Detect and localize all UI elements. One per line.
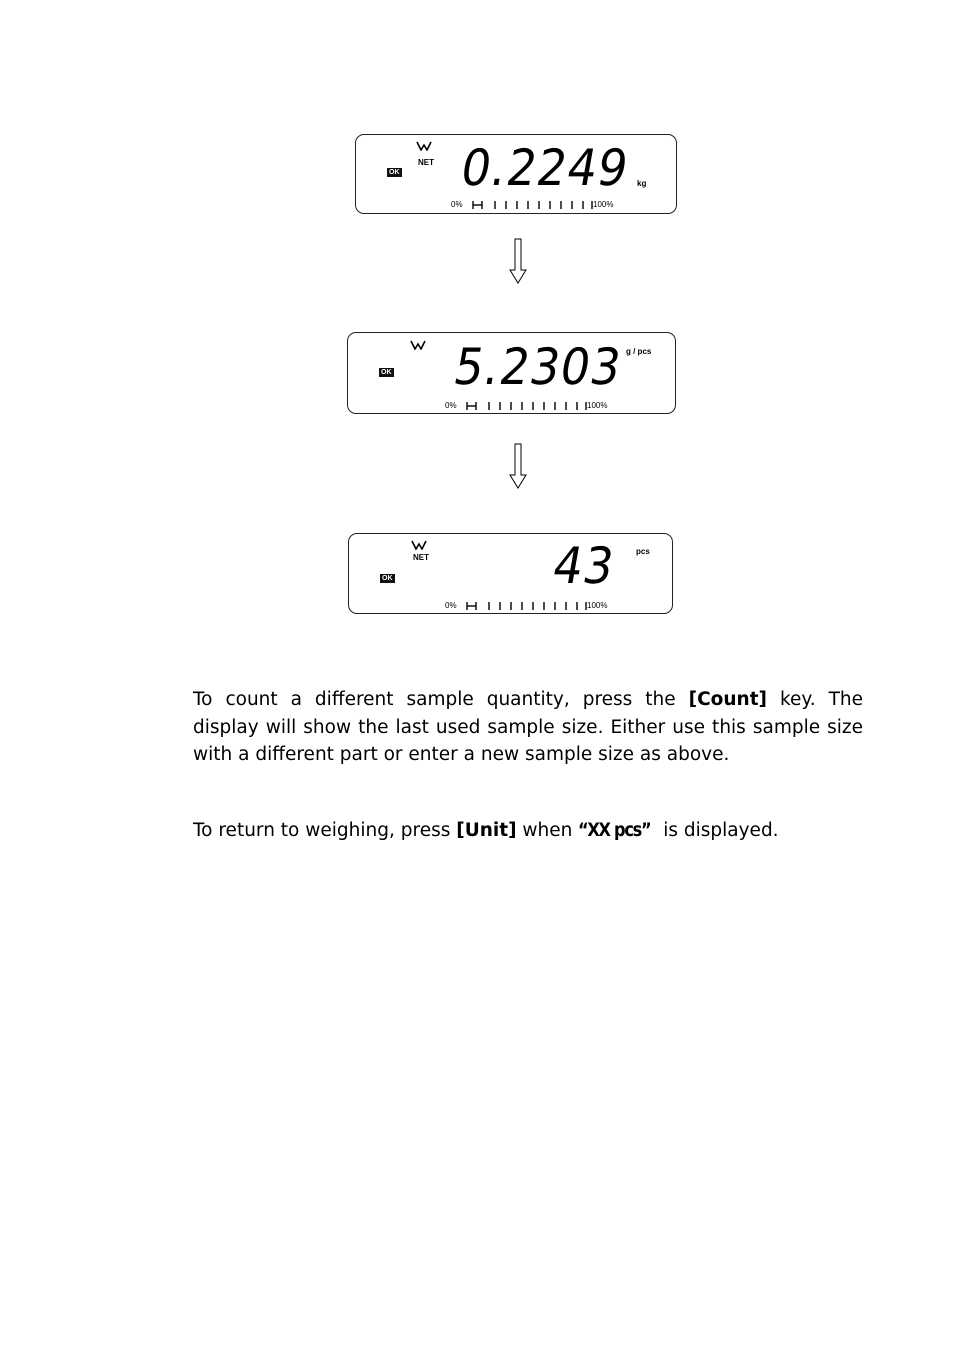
unit-weight-reading: 5.2303: [449, 338, 627, 396]
unit-label: pcs: [636, 547, 650, 556]
count-reading: 43: [548, 537, 620, 595]
ok-indicator: OK: [389, 169, 400, 176]
scale-display-count: [348, 533, 673, 614]
down-arrow-icon: [509, 443, 527, 489]
ok-indicator: OK: [381, 369, 392, 376]
paragraph-text: To return to weighing, press: [193, 820, 457, 841]
capacity-start-label: 0%: [451, 200, 463, 209]
weight-reading: 0.2249: [456, 139, 634, 197]
count-key-label: [Count]: [688, 689, 768, 710]
unit-label: g / pcs: [626, 347, 652, 356]
paragraph-text: is displayed.: [657, 820, 779, 841]
capacity-bar: [451, 200, 621, 210]
stable-icon: [411, 540, 427, 550]
display-text-label: “XX pcs”: [578, 819, 651, 841]
paragraph-text: key. The display will show the last used sample size. Either use this sample size with a different part or enter a new sample size as above.: [193, 689, 864, 765]
instruction-paragraph-unit: [193, 817, 863, 845]
unit-label: kg: [637, 179, 647, 188]
paragraph-text: To count a different sample quantity, press the: [193, 689, 689, 710]
instruction-paragraph-count: [193, 686, 863, 769]
ok-indicator: OK: [382, 575, 393, 582]
scale-display-unit-weight: [347, 332, 676, 414]
net-indicator: NET: [418, 158, 434, 167]
unit-key-label: [Unit]: [456, 820, 517, 841]
stable-icon: [410, 340, 426, 350]
capacity-start-label: 0%: [445, 401, 457, 410]
capacity-end-label: 100%: [587, 401, 608, 410]
stable-icon: [416, 141, 432, 151]
scale-display-weight: [355, 134, 677, 214]
capacity-ticks: [472, 200, 594, 210]
capacity-start-label: 0%: [445, 601, 457, 610]
capacity-end-label: 100%: [587, 601, 608, 610]
capacity-ticks: [466, 601, 588, 611]
capacity-bar: [445, 601, 615, 611]
down-arrow-icon: [509, 238, 527, 284]
paragraph-text: when: [516, 820, 579, 841]
capacity-ticks: [466, 401, 588, 411]
net-indicator: NET: [413, 553, 429, 562]
capacity-bar: [445, 401, 615, 411]
capacity-end-label: 100%: [593, 200, 614, 209]
